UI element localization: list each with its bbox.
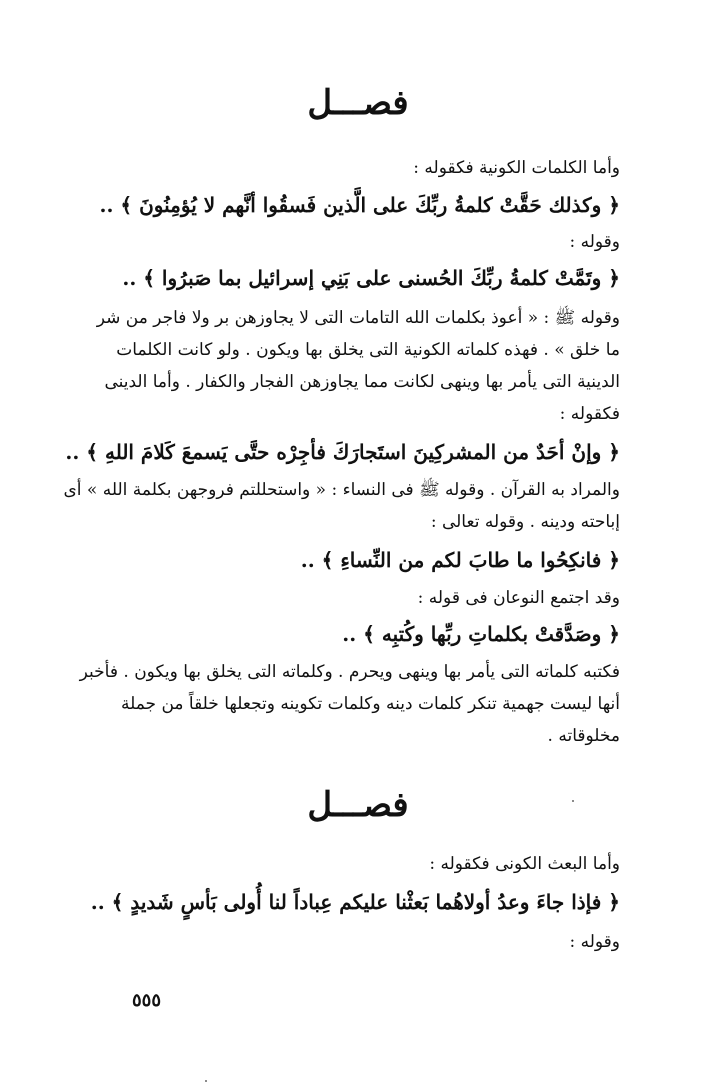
- page-number: ٥٥٥: [132, 990, 162, 1011]
- quran-verse: ﴿ وكذلك حَقَّتْ كلمةُ ربِّكَ على الَّذين فَسقُوا أنَّهم لا يُؤمِنُونَ ﴾ ..: [99, 193, 620, 217]
- text-line: ما خلق » . فهذه كلماته الكونية التى يخلق بها ويكون . ولو كانت الكلمات: [116, 340, 620, 360]
- quran-verse: ﴿ وتَمَّتْ كلمةُ ربِّكَ الحُسنى على بَنِي إسرائيل بما صَبرُوا ﴾ ..: [122, 266, 620, 290]
- text-line: أنها ليست جهمية تنكر كلمات دينه وكلمات تكوينه وتجعلها خلقاً من جملة: [120, 694, 620, 714]
- text-line: فكقوله :: [559, 404, 620, 424]
- text-line: وقوله :: [569, 232, 620, 252]
- text-line: إباحته ودينه . وقوله تعالى :: [430, 512, 620, 532]
- section-heading: فصـــل: [307, 785, 409, 825]
- text-line: الدينية التى يأمر بها وينهى لكانت مما يجاوزهن الفجار والكفار . وأما الدينى: [104, 372, 620, 392]
- quran-verse: ﴿ وإنْ أحَدٌ من المشركِينَ استَجارَكَ فأجِرْه حتَّى يَسمعَ كَلامَ اللهِ ﴾ ..: [65, 440, 620, 464]
- quran-verse: ﴿ فانكِحُوا ما طابَ لكم من النِّساءِ ﴾ ..: [300, 548, 620, 572]
- scan-speck: [205, 1080, 207, 1082]
- scan-speck: [572, 800, 574, 802]
- text-line: فكتبه كلماته التى يأمر بها وينهى ويحرم . وكلماته التى يخلق بها ويكون . فأخبر: [79, 662, 620, 682]
- text-line: وأما البعث الكونى فكقوله :: [429, 854, 620, 874]
- text-line: مخلوقاته .: [547, 726, 620, 746]
- text-line: وأما الكلمات الكونية فكقوله :: [413, 158, 620, 178]
- text-line: وقوله ﷺ : « أعوذ بكلمات الله التامات التى لا يجاوزهن بر ولا فاجر من شر: [96, 308, 620, 328]
- text-line: وقوله :: [569, 932, 620, 952]
- text-line: وقد اجتمع النوعان فى قوله :: [417, 588, 620, 608]
- quran-verse: ﴿ فإذا جاءَ وعدُ أولاهُما بَعثْنا عليكم عِباداً لنا أُولى بَأسٍ شَديدٍ ﴾ ..: [90, 890, 620, 914]
- quran-verse: ﴿ وصَدَّقتْ بكلماتِ ربِّها وكُتبِه ﴾ ..: [342, 622, 620, 646]
- section-heading: فصـــل: [307, 83, 409, 123]
- text-line: والمراد به القرآن . وقوله ﷺ فى النساء : « واستحللتم فروجهن بكلمة الله » أى: [63, 480, 620, 500]
